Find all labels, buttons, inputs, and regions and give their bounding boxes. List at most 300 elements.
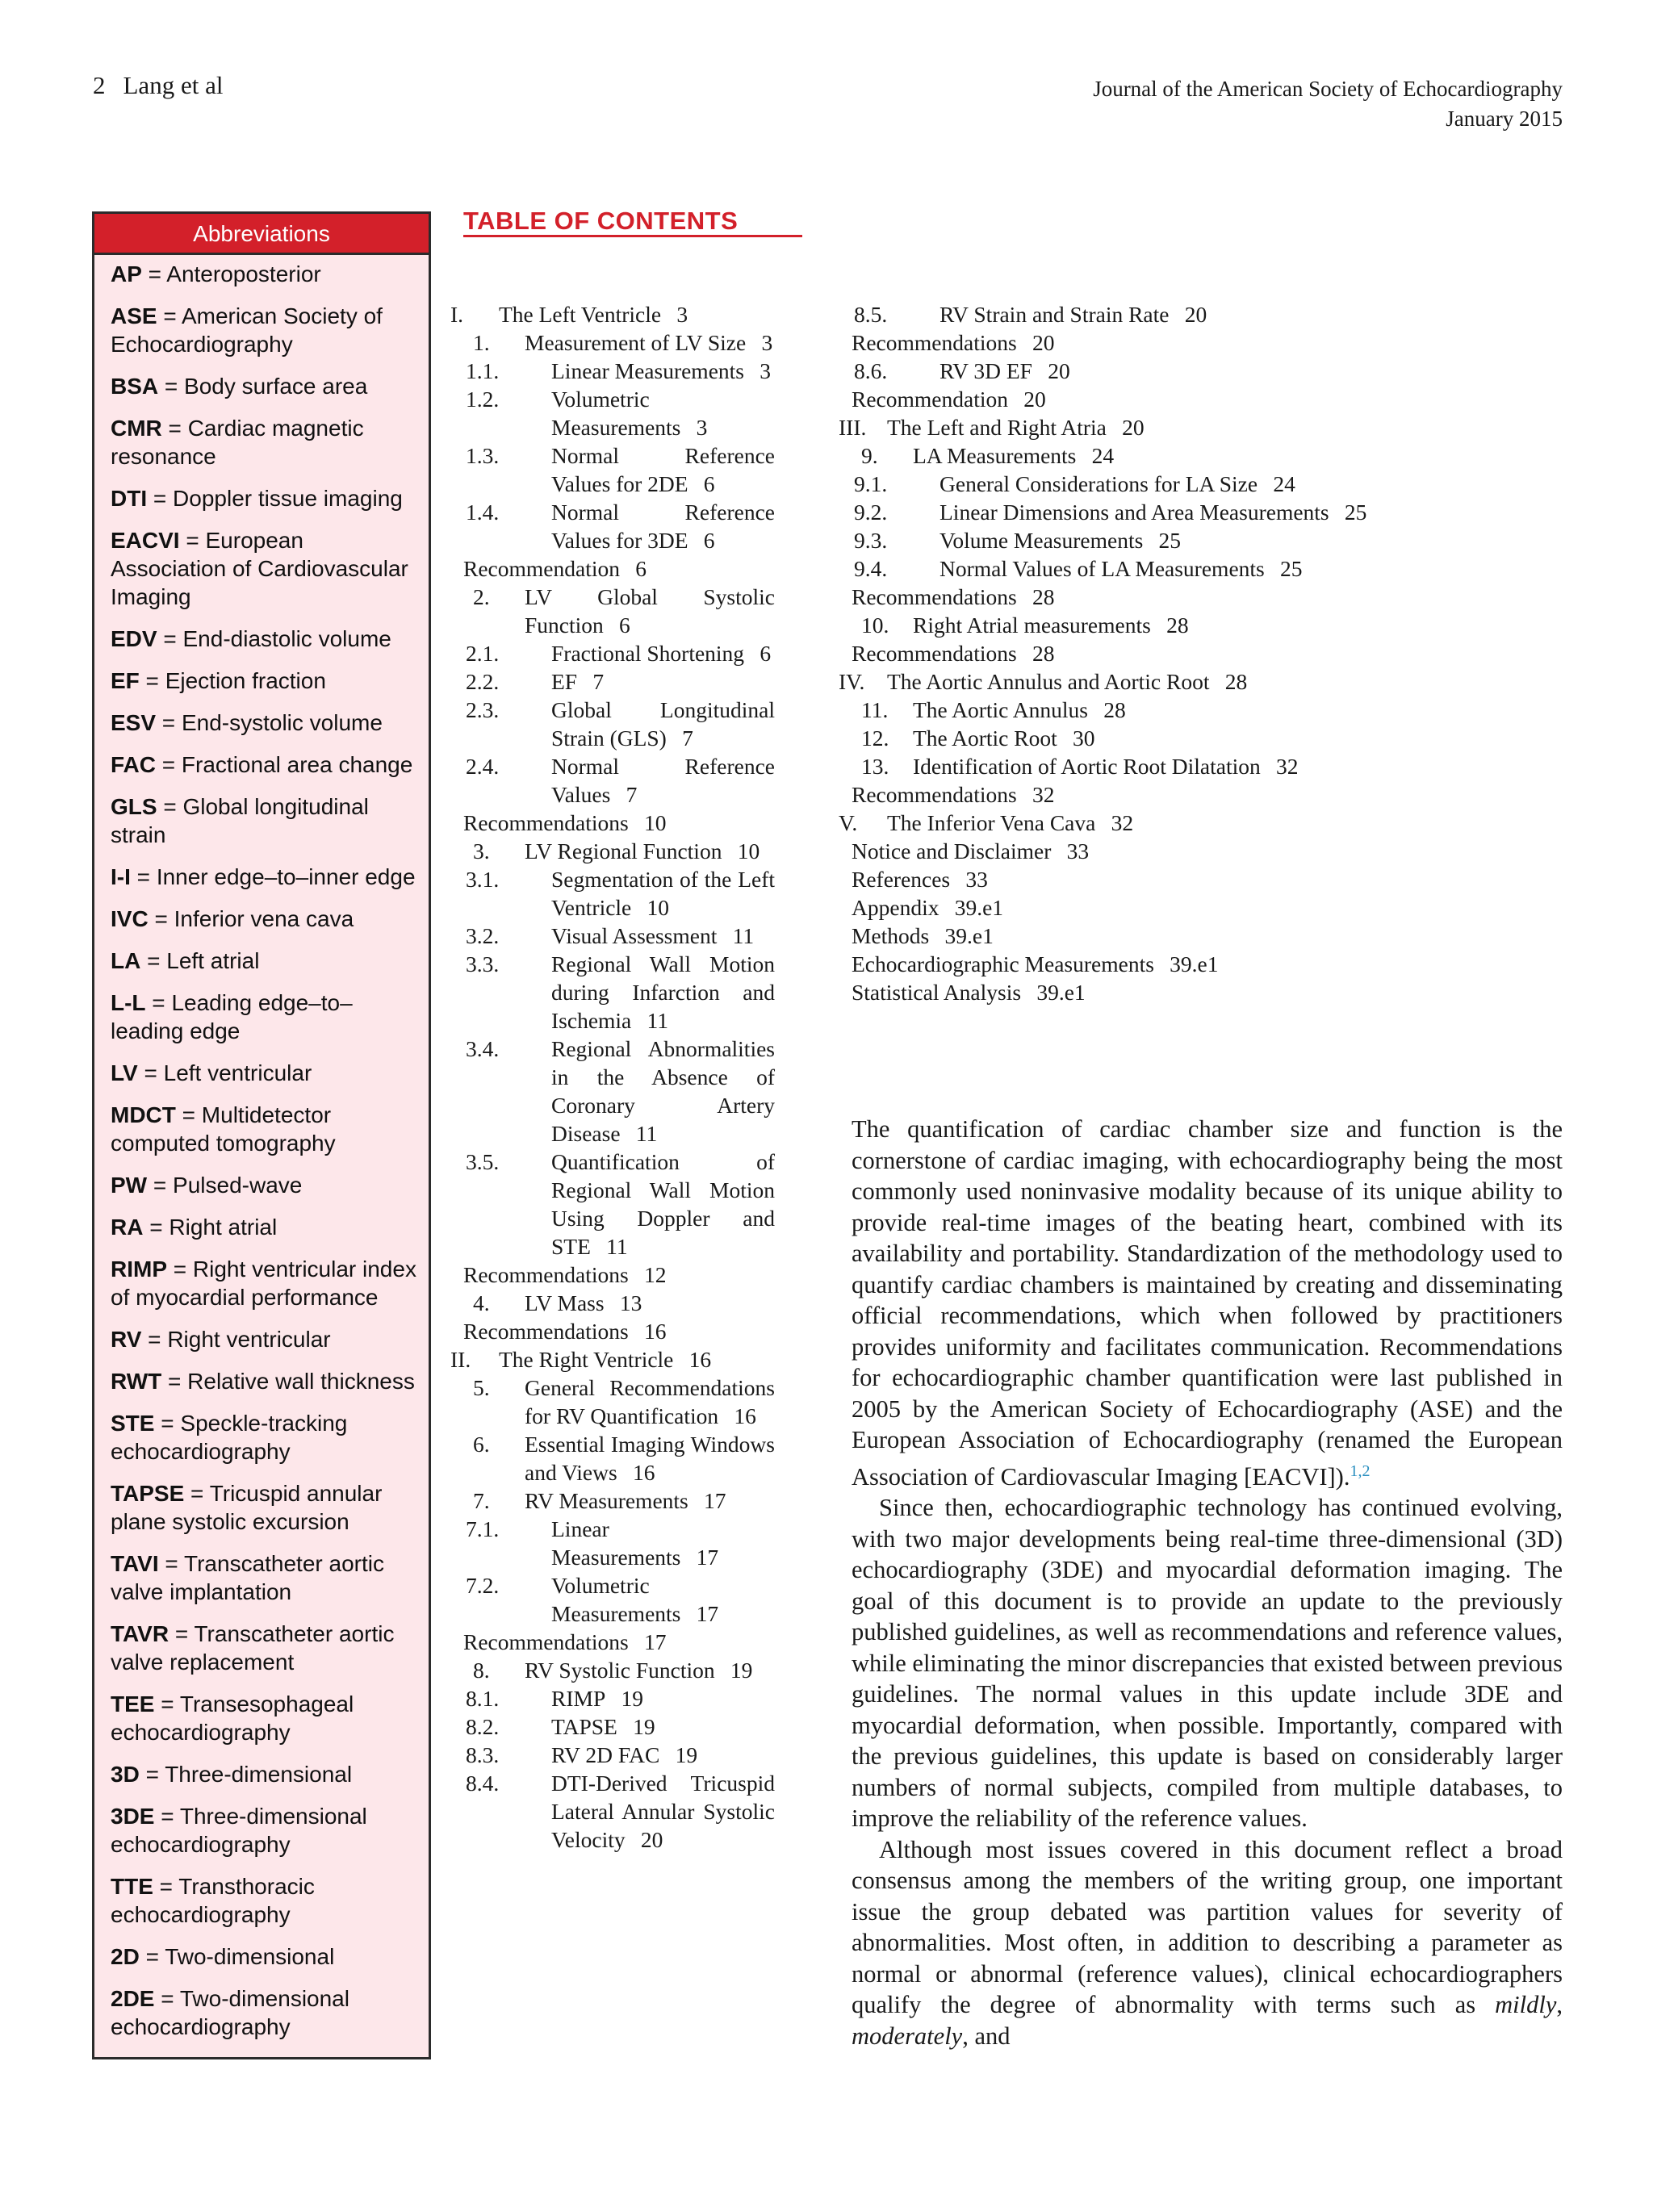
toc-entry[interactable] <box>463 667 775 696</box>
toc-entry-page: 7 <box>626 782 638 807</box>
toc-entry-number: 2.4. <box>466 754 500 779</box>
toc-title-rule <box>463 235 802 237</box>
abbreviation-entry: PW = Pulsed-wave <box>111 1173 303 1198</box>
toc-entry[interactable] <box>463 696 775 752</box>
abbreviation-definition: Transcatheter aortic valve replacement <box>111 1621 395 1675</box>
abbreviation-definition: End-diastolic volume <box>182 626 391 651</box>
toc-entry-title: Recommendation <box>463 556 620 581</box>
toc-entry-title: Normal Reference Values for 3DE <box>551 500 775 553</box>
toc-entry-title: Recommendations <box>463 1262 629 1287</box>
toc-entry[interactable] <box>852 639 1433 667</box>
toc-entry-title: The Left Ventricle <box>499 302 662 327</box>
toc-entry-title: General Recommendations for RV Quantification <box>525 1375 775 1428</box>
toc-entry-page: 16 <box>643 1319 667 1344</box>
toc-entry-page: 19 <box>675 1742 698 1767</box>
abbreviation-definition: Cardiac magnetic resonance <box>111 416 364 469</box>
toc-entry[interactable] <box>852 498 1433 526</box>
toc-entry-number: 11. <box>861 697 889 722</box>
toc-entry[interactable] <box>852 300 1433 328</box>
toc-entry-number: 12. <box>861 725 889 751</box>
toc-entry[interactable] <box>463 1289 775 1317</box>
toc-entry[interactable] <box>450 300 775 328</box>
toc-entry-page: 10 <box>737 838 760 863</box>
toc-entry[interactable] <box>839 667 1433 696</box>
toc-entry[interactable] <box>463 385 775 441</box>
abbreviation-term: CMR <box>111 416 162 441</box>
abbreviation-term: STE <box>111 1411 155 1436</box>
abbreviation-definition: Body surface area <box>184 374 368 399</box>
abbreviation-term: TAPSE <box>111 1481 185 1506</box>
toc-entry-title: Normal Values of LA Measurements <box>939 556 1265 581</box>
paragraph: Although most issues covered in this document reflect a broad consensus among the members of the writing group, one important issue the group debated was partition values for severity of abnormalities. Most often, in addition to describing a parameter as normal or abnormal (reference values), clinical echocardiographers qualify the degree of abnormality with terms such as mildly, moderately, and <box>852 1835 1563 2050</box>
toc-entry-page: 6 <box>703 528 715 553</box>
toc-entry-title: Recommendations <box>852 584 1017 609</box>
abbreviation-definition: Inferior vena cava <box>174 906 354 931</box>
abbreviation-term: TAVR <box>111 1621 169 1646</box>
toc-entry-number: 1.1. <box>466 358 500 383</box>
abbreviation-term: 2DE <box>111 1986 155 2011</box>
toc-entry-number: 7.2. <box>466 1573 500 1598</box>
toc-entry[interactable] <box>463 1656 775 1684</box>
toc-entry-number: 3.4. <box>466 1036 500 1061</box>
toc-entry[interactable] <box>852 328 1433 357</box>
abbreviation-definition: Transesophageal echocardiography <box>111 1691 354 1745</box>
toc-entry-title: General Considerations for LA Size <box>939 471 1258 496</box>
toc-entry[interactable] <box>463 1571 775 1628</box>
abbreviation-entry: TEE = Transesophageal echocardiography <box>111 1691 354 1745</box>
toc-entry[interactable] <box>463 1317 775 1345</box>
toc-entry-page: 19 <box>633 1714 655 1739</box>
toc-entry-page: 33 <box>1066 838 1090 863</box>
abbreviation-entry: TTE = Transthoracic echocardiography <box>111 1874 315 1927</box>
abbreviation-term: BSA <box>111 374 159 399</box>
toc-entry-number: 8.6. <box>854 358 888 383</box>
toc-entry-page: 20 <box>1122 415 1145 440</box>
abbreviation-term: 2D <box>111 1944 140 1969</box>
abbreviation-definition: Right ventricular index of myocardial performance <box>111 1257 416 1310</box>
toc-entry[interactable] <box>852 893 1433 922</box>
abbreviation-entry: ESV = End-systolic volume <box>111 710 383 735</box>
toc-entry[interactable] <box>463 1487 775 1515</box>
abbreviation-definition: Right atrial <box>169 1215 278 1240</box>
toc-entry-page: 17 <box>643 1629 667 1654</box>
abbreviation-entry: 2D = Two-dimensional <box>111 1944 335 1969</box>
toc-entry-title: Recommendations <box>852 330 1017 355</box>
toc-entry-title: Regional Wall Motion during Infarction and Ischemia <box>551 951 775 1033</box>
toc-entry-title: LA Measurements <box>913 443 1077 468</box>
abbreviation-definition: Three-dimensional echocardiography <box>111 1804 367 1857</box>
abbreviation-term: 3DE <box>111 1804 155 1829</box>
toc-entry-page: 11 <box>635 1121 658 1146</box>
toc-entry-page: 39.e1 <box>1036 980 1086 1005</box>
toc-entry-title: RIMP <box>551 1686 606 1711</box>
abbreviation-term: MDCT <box>111 1102 176 1127</box>
toc-entry-title: The Right Ventricle <box>499 1347 674 1372</box>
toc-entry-title: The Aortic Root <box>913 725 1057 751</box>
toc-entry-page: 20 <box>640 1827 663 1852</box>
abbreviation-entry: 3DE = Three-dimensional echocardiography <box>111 1804 367 1857</box>
toc-entry-title: RV Systolic Function <box>525 1658 715 1683</box>
toc-entry-title: DTI-Derived Tricuspid Lateral Annular Systolic Velocity <box>551 1771 775 1852</box>
toc-entry-number: 3.3. <box>466 951 500 976</box>
toc-entry-page: 6 <box>703 471 715 496</box>
toc-entry-page: 11 <box>732 923 755 948</box>
running-head-right <box>1093 74 1563 134</box>
toc-entry[interactable] <box>463 809 775 837</box>
toc-entry-page: 25 <box>1344 500 1367 525</box>
toc-entry-title: Normal Reference Values <box>551 754 775 807</box>
toc-entry-title: RV Strain and Strain Rate <box>939 302 1170 327</box>
toc-entry[interactable] <box>463 865 775 922</box>
toc-entry-number: 8. <box>473 1658 490 1683</box>
toc-entry-title: The Aortic Annulus <box>913 697 1088 722</box>
abbreviation-term: TEE <box>111 1691 155 1716</box>
toc-entry-number: 8.3. <box>466 1742 500 1767</box>
toc-entry-page: 28 <box>1032 641 1055 666</box>
toc-entry-page: 20 <box>1048 358 1070 383</box>
toc-entry-number: 2.3. <box>466 697 500 722</box>
toc-entry-title: Recommendation <box>852 387 1008 412</box>
toc-entry-number: 8.1. <box>466 1686 500 1711</box>
abbreviation-term: ESV <box>111 710 157 735</box>
toc-entry-number: 1. <box>473 330 490 355</box>
running-head-left <box>93 71 223 100</box>
toc-entry-title: Visual Assessment <box>551 923 718 948</box>
toc-entry-page: 20 <box>1023 387 1046 412</box>
abbreviation-definition: Pulsed-wave <box>173 1173 303 1198</box>
journal-name: Journal of the American Society of Echocardiography <box>1093 77 1563 101</box>
toc-entry-page: 10 <box>647 895 670 920</box>
abbreviation-entry: L-L = Leading edge–to–leading edge <box>111 990 353 1043</box>
toc-entry[interactable] <box>852 950 1433 978</box>
abbreviation-definition: Inner edge–to–inner edge <box>156 864 416 889</box>
toc-entry-page: 19 <box>621 1686 643 1711</box>
toc-entry[interactable] <box>463 837 775 865</box>
toc-entry-title: The Aortic Annulus and Aortic Root <box>887 669 1210 694</box>
toc-entry[interactable] <box>463 1769 775 1854</box>
toc-entry[interactable] <box>463 1684 775 1712</box>
abbreviation-term: EACVI <box>111 528 180 553</box>
abbreviation-entry: TAPSE = Tricuspid annular plane systolic excursion <box>111 1481 383 1534</box>
toc-entry[interactable] <box>852 865 1433 893</box>
abbreviation-definition: American Society of Echocardiography <box>111 303 383 357</box>
toc-entry[interactable] <box>463 441 775 498</box>
toc-entry-number: II. <box>450 1347 471 1372</box>
abbreviation-term: AP <box>111 261 142 286</box>
toc-entry-page: 28 <box>1032 584 1055 609</box>
toc-entry-title: Recommendations <box>463 1629 629 1654</box>
toc-entry[interactable] <box>463 1741 775 1769</box>
toc-entry-page: 16 <box>688 1347 712 1372</box>
toc-entry-page: 28 <box>1103 697 1126 722</box>
toc-entry-number: I. <box>450 302 464 327</box>
toc-entry-page: 3 <box>676 302 688 327</box>
toc-entry-page: 17 <box>696 1545 719 1570</box>
toc-entry-number: 13. <box>861 754 889 779</box>
toc-entry[interactable] <box>463 1374 775 1430</box>
abbreviation-entry: MDCT = Multidetector computed tomography <box>111 1102 336 1156</box>
abbreviation-definition: Relative wall thickness <box>187 1369 415 1394</box>
abbreviation-term: EDV <box>111 626 157 651</box>
toc-entry-title: Linear Measurements <box>551 1516 681 1570</box>
toc-entry-page: 25 <box>1280 556 1303 581</box>
toc-entry-title: Quantification of Regional Wall Motion Using Doppler and STE <box>551 1149 775 1259</box>
toc-column-2 <box>839 300 1433 1006</box>
abbreviation-entry: RWT = Relative wall thickness <box>111 1369 415 1394</box>
toc-entry[interactable] <box>463 1628 775 1656</box>
toc-entry-title: LV Regional Function <box>525 838 722 863</box>
abbreviation-definition: Doppler tissue imaging <box>173 486 403 511</box>
abbreviation-entry: TAVI = Transcatheter aortic valve implantation <box>111 1551 384 1604</box>
toc-entry-title: LV Global Systolic Function <box>525 584 775 638</box>
toc-entry[interactable] <box>463 498 775 554</box>
abbreviation-term: I-I <box>111 864 131 889</box>
abbreviation-term: GLS <box>111 794 157 819</box>
toc-entry-number: 2.1. <box>466 641 500 666</box>
toc-entry-page: 39.e1 <box>954 895 1004 920</box>
toc-entry[interactable] <box>852 724 1433 752</box>
toc-entry[interactable] <box>852 554 1433 583</box>
toc-entry[interactable] <box>463 583 775 639</box>
toc-entry-number: 3.2. <box>466 923 500 948</box>
toc-entry-number: 9. <box>861 443 878 468</box>
abbreviation-entry: GLS = Global longitudinal strain <box>111 794 369 847</box>
toc-entry-page: 6 <box>619 613 630 638</box>
abbreviation-term: LV <box>111 1060 138 1085</box>
abbreviation-entry: ASE = American Society of Echocardiography <box>111 303 383 357</box>
abbreviation-term: RA <box>111 1215 144 1240</box>
toc-entry[interactable] <box>852 780 1433 809</box>
toc-entry-page: 10 <box>643 810 667 835</box>
toc-entry[interactable] <box>852 357 1433 385</box>
toc-entry-number: 5. <box>473 1375 490 1400</box>
toc-entry[interactable] <box>463 357 775 385</box>
toc-entry-title: Recommendations <box>463 810 629 835</box>
issue-date: January 2015 <box>1446 107 1563 131</box>
abbreviation-term: IVC <box>111 906 149 931</box>
toc-entry[interactable] <box>852 611 1433 639</box>
toc-entry-title: RV 3D EF <box>939 358 1032 383</box>
toc-entry-number: 9.2. <box>854 500 888 525</box>
toc-entry-page: 25 <box>1158 528 1182 553</box>
toc-entry-page: 39.e1 <box>1170 951 1219 976</box>
abbreviation-definition: Ejection fraction <box>165 668 326 693</box>
toc-entry-number: 2.2. <box>466 669 500 694</box>
toc-title: TABLE OF CONTENTS <box>463 207 739 235</box>
abbreviation-definition: Right ventricular <box>167 1327 331 1352</box>
toc-entry-title: Notice and Disclaimer <box>852 838 1052 863</box>
toc-entry[interactable] <box>852 470 1433 498</box>
abbreviation-term: LA <box>111 948 141 973</box>
toc-entry-page: 32 <box>1032 782 1055 807</box>
abbreviation-entry: 3D = Three-dimensional <box>111 1762 353 1787</box>
toc-entry-number: 9.3. <box>854 528 888 553</box>
abbreviation-term: ASE <box>111 303 157 328</box>
introduction-text <box>852 1114 1563 2051</box>
toc-entry-page: 30 <box>1072 725 1095 751</box>
toc-entry-title: LV Mass <box>525 1290 605 1315</box>
toc-entry-title: References <box>852 867 951 892</box>
abbreviation-definition: Anteroposterior <box>166 261 321 286</box>
toc-entry-page: 16 <box>632 1460 655 1485</box>
toc-entry-number: 3.5. <box>466 1149 500 1174</box>
abbreviation-entry: TAVR = Transcatheter aortic valve replacement <box>111 1621 395 1675</box>
abbreviation-term: RV <box>111 1327 142 1352</box>
toc-entry[interactable] <box>852 526 1433 554</box>
toc-entry-page: 39.e1 <box>944 923 994 948</box>
abbreviation-entry: 2DE = Two-dimensional echocardiography <box>111 1986 349 2039</box>
abbreviation-definition: End-systolic volume <box>181 710 383 735</box>
toc-entry-number: 1.2. <box>466 387 500 412</box>
abbreviation-definition: European Association of Cardiovascular Imaging <box>111 528 408 609</box>
toc-entry-title: Echocardiographic Measurements <box>852 951 1154 976</box>
abbreviation-definition: Global longitudinal strain <box>111 794 369 847</box>
toc-entry-page: 19 <box>730 1658 753 1683</box>
toc-entry[interactable] <box>463 1035 775 1148</box>
toc-entry[interactable] <box>463 1515 775 1571</box>
toc-entry-title: The Inferior Vena Cava <box>887 810 1096 835</box>
toc-entry-page: 3 <box>760 358 772 383</box>
abbreviation-entry: IVC = Inferior vena cava <box>111 906 354 931</box>
abbreviation-term: RWT <box>111 1369 162 1394</box>
toc-entry-title: Volumetric Measurements <box>551 1573 681 1626</box>
toc-entry-title: Appendix <box>852 895 939 920</box>
abbreviation-definition: Left ventricular <box>163 1060 312 1085</box>
abbreviation-entry: BSA = Body surface area <box>111 374 368 399</box>
toc-entry[interactable] <box>852 583 1433 611</box>
paragraph: Since then, echocardiographic technology has continued evolving, with two major developments being real-time three-dimensional (3D) echocardiography (3DE) and myocardial deformation imaging. The goal of this document is to provide an update to the previously published guidelines, as well as recommendations and reference values, while eliminating the minor discrepancies that existed between previous guidelines. The normal values in this update include 3DE and myocardial deformation, when possible. Importantly, compared with the previous guidelines, this update is based on considerably larger numbers of normal subjects, compiled from multiple databases, to improve the reliability of the reference values. <box>852 1494 1563 1833</box>
toc-entry[interactable] <box>463 752 775 809</box>
toc-entry[interactable] <box>852 385 1433 413</box>
abbreviation-entry: EACVI = European Association of Cardiovascular Imaging <box>111 528 408 609</box>
toc-entry-page: 24 <box>1091 443 1115 468</box>
toc-entry[interactable] <box>852 978 1433 1006</box>
toc-entry-title: Volumetric Measurements <box>551 387 681 440</box>
toc-entry-number: III. <box>839 415 867 440</box>
toc-entry-title: Methods <box>852 923 930 948</box>
toc-entry[interactable] <box>852 696 1433 724</box>
toc-entry-number: 4. <box>473 1290 490 1315</box>
toc-entry-title: Linear Measurements <box>551 358 745 383</box>
toc-entry[interactable] <box>463 554 775 583</box>
toc-entry-page: 6 <box>635 556 647 581</box>
toc-entry-number: 3. <box>473 838 490 863</box>
toc-entry-number: 10. <box>861 613 889 638</box>
abbreviation-entry: AP = Anteroposterior <box>111 261 321 286</box>
toc-entry-title: Volume Measurements <box>939 528 1144 553</box>
abbreviation-definition: Transcatheter aortic valve implantation <box>111 1551 384 1604</box>
toc-entry[interactable] <box>839 809 1433 837</box>
abbreviation-definition: Multidetector computed tomography <box>111 1102 336 1156</box>
citation-link[interactable]: 1,2 <box>1350 1461 1371 1480</box>
toc-entry-title: EF <box>551 669 578 694</box>
toc-entry-number: 8.5. <box>854 302 888 327</box>
toc-entry-page: 12 <box>643 1262 667 1287</box>
toc-entry-page: 16 <box>734 1403 756 1428</box>
toc-entry-page: 3 <box>761 330 773 355</box>
toc-entry-title: Essential Imaging Windows and Views <box>525 1432 775 1485</box>
toc-entry-number: 3.1. <box>466 867 500 892</box>
toc-entry[interactable] <box>839 413 1433 441</box>
abbreviation-term: FAC <box>111 752 156 777</box>
toc-entry-title: Global Longitudinal Strain (GLS) <box>551 697 775 751</box>
toc-entry-title: RV 2D FAC <box>551 1742 660 1767</box>
abbreviation-term: RIMP <box>111 1257 167 1282</box>
toc-column-1 <box>450 300 775 1854</box>
toc-entry-title: Segmentation of the Left Ventricle <box>551 867 775 920</box>
abbreviation-entry: DTI = Doppler tissue imaging <box>111 486 403 511</box>
toc-entry[interactable] <box>852 837 1433 865</box>
abbreviation-term: TAVI <box>111 1551 159 1576</box>
toc-entry-page: 7 <box>592 669 605 694</box>
abbreviation-entry: LV = Left ventricular <box>111 1060 312 1085</box>
authors: Lang et al <box>123 71 224 99</box>
toc-entry[interactable] <box>463 639 775 667</box>
abbreviations-box <box>92 211 431 2059</box>
toc-entry-page: 32 <box>1276 754 1299 779</box>
toc-entry-page: 7 <box>682 725 693 751</box>
toc-entry-page: 13 <box>619 1290 642 1315</box>
abbreviation-entry: EF = Ejection fraction <box>111 668 326 693</box>
toc-entry-page: 28 <box>1166 613 1189 638</box>
toc-entry-page: 32 <box>1111 810 1134 835</box>
toc-entry[interactable] <box>463 922 775 950</box>
toc-entry[interactable] <box>450 1345 775 1374</box>
abbreviation-definition: Two-dimensional echocardiography <box>111 1986 349 2039</box>
abbreviation-entry: LA = Left atrial <box>111 948 260 973</box>
toc-entry[interactable] <box>463 328 775 357</box>
toc-entry-page: 28 <box>1224 669 1248 694</box>
abbreviation-entry: EDV = End-diastolic volume <box>111 626 391 651</box>
toc-entry[interactable] <box>463 1712 775 1741</box>
toc-entry-number: 6. <box>473 1432 490 1457</box>
abbreviation-definition: Speckle-tracking echocardiography <box>111 1411 348 1464</box>
toc-entry[interactable] <box>463 950 775 1035</box>
toc-entry-number: 9.4. <box>854 556 888 581</box>
abbreviation-term: PW <box>111 1173 148 1198</box>
toc-entry[interactable] <box>463 1148 775 1261</box>
toc-entry-number: 8.4. <box>466 1771 500 1796</box>
toc-entry-page: 3 <box>696 415 708 440</box>
toc-entry-title: TAPSE <box>551 1714 617 1739</box>
toc-entry-number: IV. <box>839 669 865 694</box>
toc-entry-page: 11 <box>647 1008 668 1033</box>
toc-entry-page: 24 <box>1273 471 1295 496</box>
toc-entry-page: 17 <box>696 1601 719 1626</box>
abbreviation-definition: Left atrial <box>166 948 260 973</box>
abbreviation-definition: Transthoracic echocardiography <box>111 1874 315 1927</box>
abbreviation-term: TTE <box>111 1874 153 1899</box>
toc-entry-page: 20 <box>1032 330 1055 355</box>
abbreviation-definition: Fractional area change <box>181 752 413 777</box>
abbreviation-definition: Three-dimensional <box>165 1762 353 1787</box>
toc-entry[interactable] <box>463 1261 775 1289</box>
abbreviations-list <box>94 255 429 2041</box>
toc-entry-page: 17 <box>704 1488 726 1513</box>
toc-entry-title: Fractional Shortening <box>551 641 745 666</box>
abbreviation-entry: RV = Right ventricular <box>111 1327 331 1352</box>
abbreviation-entry: RIMP = Right ventricular index of myocardial performance <box>111 1257 416 1310</box>
toc-entry-number: 1.3. <box>466 443 500 468</box>
toc-entry[interactable] <box>463 1430 775 1487</box>
toc-entry-number: 2. <box>473 584 490 609</box>
toc-entry[interactable] <box>852 441 1433 470</box>
toc-entry-page: 33 <box>965 867 988 892</box>
toc-entry[interactable] <box>852 752 1433 780</box>
toc-entry-title: Measurement of LV Size <box>525 330 747 355</box>
abbreviation-entry: STE = Speckle-tracking echocardiography <box>111 1411 348 1464</box>
toc-entry[interactable] <box>852 922 1433 950</box>
